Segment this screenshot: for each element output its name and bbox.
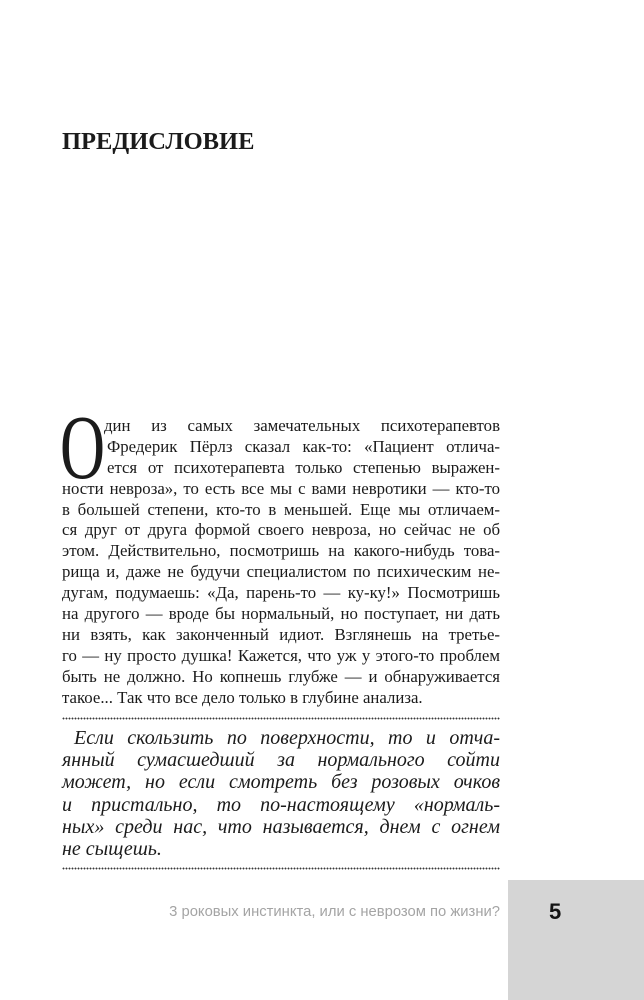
page-number-tab: [508, 880, 644, 1000]
body-line: на другого — вроде бы нормальный, но поступает, ни дать: [62, 604, 500, 624]
body-line: Фредерик Пёрлз сказал как-то: «Пациент отлича-: [107, 436, 500, 456]
body-line: ется от психотерапевта только степенью выражен-: [107, 457, 500, 477]
quote-line: янный сумасшедший за нормального сойти: [62, 749, 500, 772]
dotted-divider-bottom: [62, 867, 500, 870]
quote-line: Если скользить по поверхности, то и отча-: [74, 727, 500, 749]
quote-line: и пристально, то по-настоящему «нормаль-: [62, 793, 500, 816]
body-paragraph: [62, 416, 500, 708]
body-line: ся друг от друга формой своего невроза, но сейчас не об: [62, 520, 500, 540]
quote-line: не сыщешь.: [62, 837, 162, 860]
body-line: го — ну просто душка! Кажется, что уж у этого-то проблем: [62, 645, 500, 665]
running-footer-title: 3 роковых инстинкта, или с неврозом по жизни?: [169, 903, 500, 920]
body-line: этом. Действительно, посмотришь на какого-нибудь това-: [62, 541, 500, 561]
pull-quote: [62, 727, 500, 860]
body-line: в большей степени, кто-то в меньшей. Еще мы отличаем-: [62, 499, 500, 519]
page-number: 5: [549, 899, 562, 925]
body-line: дин из самых замечательных психотерапевтов: [104, 416, 500, 435]
body-line: рища и, даже не будучи специалистом по психическим не-: [62, 562, 500, 582]
chapter-title: ПРЕДИСЛОВИЕ: [62, 127, 255, 155]
body-line: ности невроза», то есть все мы с вами невротики — кто-то: [62, 478, 500, 498]
body-line: быть не должно. Но копнешь глубже — и обнаруживается: [62, 666, 500, 686]
body-line: такое... Так что все дело только в глубине анализа.: [62, 687, 423, 707]
body-line: ни взять, как законченный идиот. Взглянешь на третье-: [62, 624, 500, 644]
quote-line: может, но если смотреть без розовых очков: [62, 771, 500, 794]
drop-cap: О: [60, 396, 106, 498]
quote-line: ных» среди нас, что называется, днем с огнем: [62, 815, 500, 838]
dotted-divider-top: [62, 717, 500, 720]
body-line: дугам, подумаешь: «Да, парень-то — ку-ку!» Посмотришь: [62, 583, 500, 603]
